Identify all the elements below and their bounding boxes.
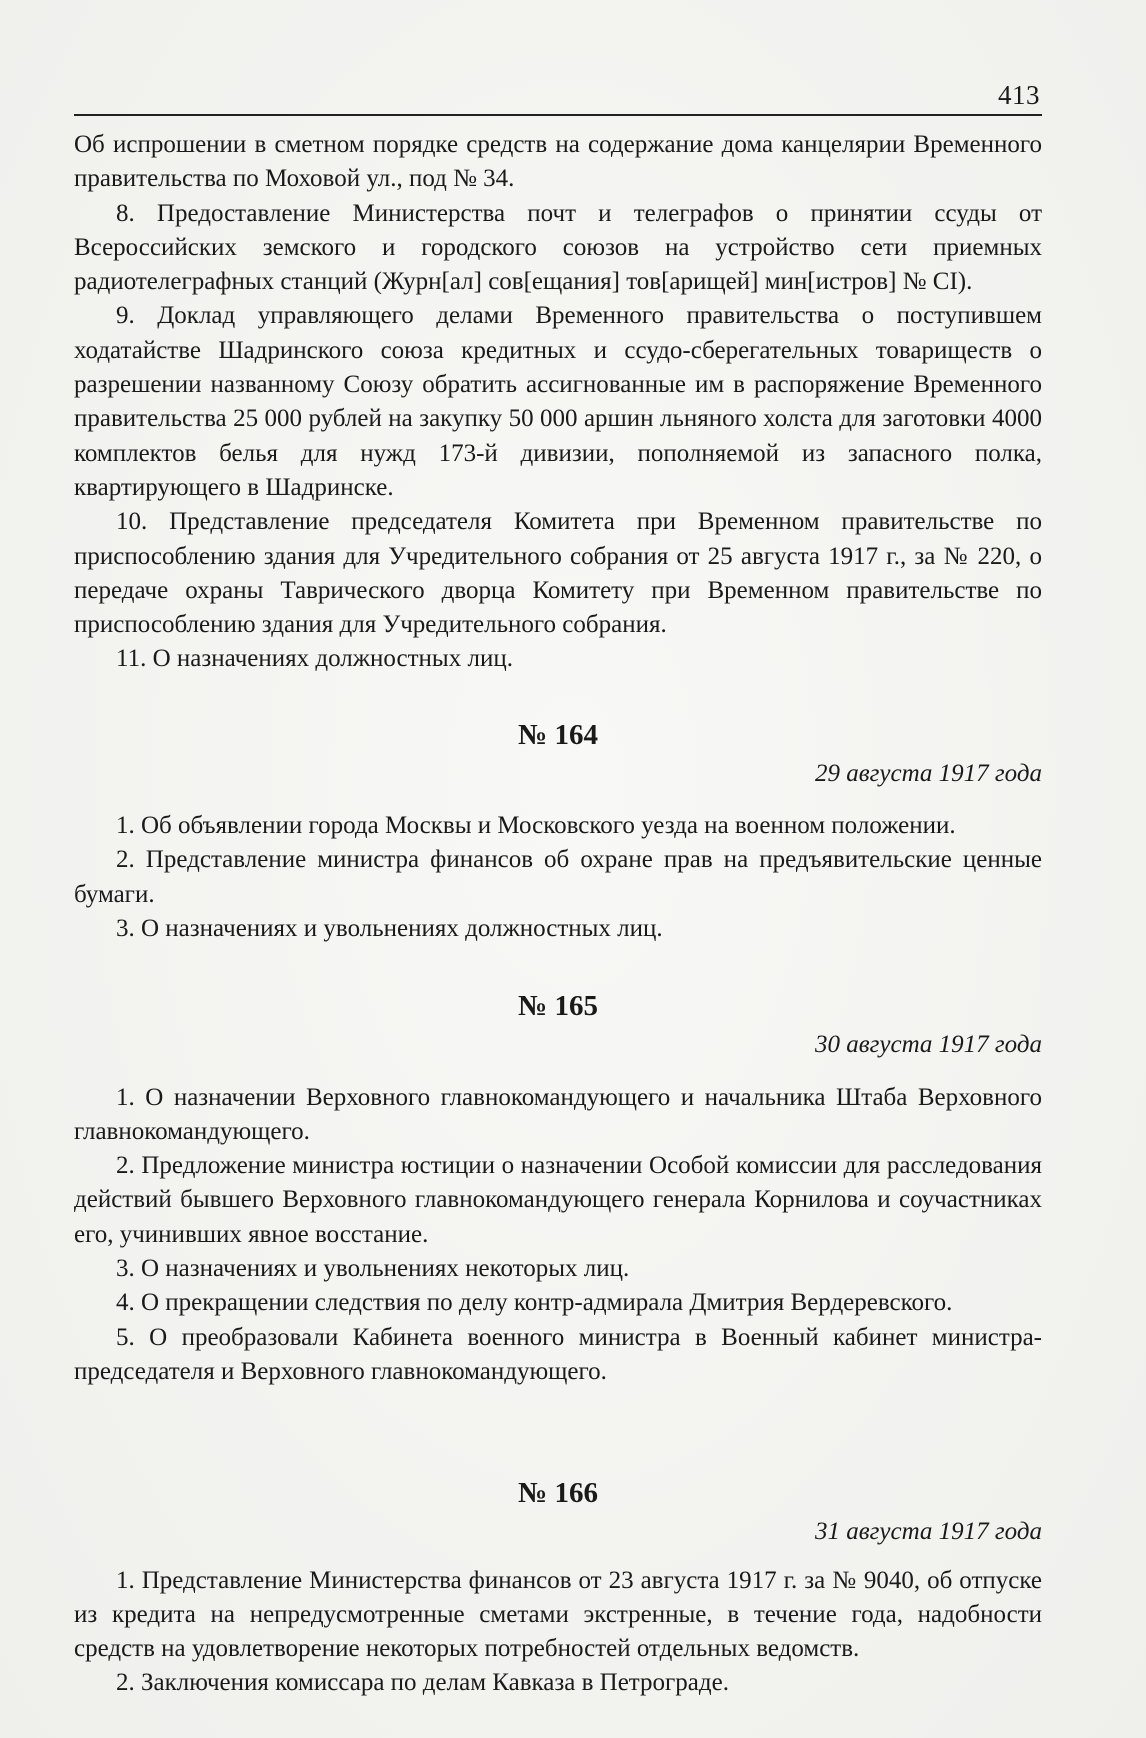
intro-item-11: 11. О назначениях должностных лиц. <box>116 645 513 673</box>
section-164-item-1: 1. Об объявлении города Москвы и Московского уезда на военном положении. <box>116 812 956 840</box>
section-165-item-3: 3. О назначениях и увольнениях некоторых лиц. <box>116 1255 630 1283</box>
intro-item-9: 9. Доклад управляющего делами Временного правительства о поступившем ходатайстве Шадринского союза кредитных и ссудо-сберегательных товариществ о разрешении названному Союзу обратить ассигнованные им в распоряжение Временного правительства 25 000 рублей на закупку 50 000 аршин льняного холста для заготовки 4000 комплектов белья для нужд 173-й дивизии, пополняемой из запасного полка, квартирующего в Шадринске. <box>74 302 1042 501</box>
section-166-item-2: 2. Заключения комиссара по делам Кавказа в Петрограде. <box>116 1669 729 1697</box>
section-165-item-2: 2. Предложение министра юстиции о назначении Особой комиссии для расследования действий бывшего Верховного главнокомандующего генерала Корнилова и соучастниках его, учинивших явное восстание. <box>74 1152 1042 1248</box>
section-164-item-2: 2. Представление министра финансов об охране прав на предъявительские ценные бумаги. <box>74 846 1042 908</box>
intro-item-8: 8. Предоставление Министерства почт и телеграфов о принятии ссуды от Всероссийских земского и городского союзов на устройство сети приемных радиотелеграфных станций (Журн[ал] сов[ещания] тов[арищей] мин[истров] № CI). <box>74 199 1042 296</box>
section-165-item-1: 1. О назначении Верховного главнокомандующего и начальника Штаба Верховного главнокомандующего. <box>74 1083 1042 1145</box>
section-166-number: № 166 <box>518 1477 598 1510</box>
section-165-number: № 165 <box>518 990 598 1023</box>
header-rule <box>74 114 1042 116</box>
section-164-item-3: 3. О назначениях и увольнениях должностных лиц. <box>116 914 663 942</box>
section-164-date: 29 августа 1917 года <box>815 759 1042 787</box>
section-165-item-5: 5. О преобразовали Кабинета военного министра в Военный кабинет министра-председателя и Верховного главнокомандующего. <box>74 1323 1042 1385</box>
page-content <box>74 128 1042 1701</box>
section-166-item-1: 1. Представление Министерства финансов от 23 августа 1917 г. за № 9040, об отпуске из кредита на непредусмотренные сметами экстренные, в течение года, надобности средств на удовлетворение некоторых потребностей отдельных ведомств. <box>74 1566 1042 1663</box>
intro-item-10: 10. Представление председателя Комитета при Временном правительстве по приспособлению здания для Учредительного собрания от 25 августа 1917 г., за № 220, о передаче охраны Таврического дворца Комитету при Временном правительстве по приспособлению здания для Учредительного собрания. <box>74 508 1042 639</box>
intro-paragraph: Об испрошении в сметном порядке средств на содержание дома канцелярии Временного правительства по Моховой ул., под № 34. <box>74 131 1042 193</box>
section-166-date: 31 августа 1917 года <box>815 1518 1042 1546</box>
section-165-date: 30 августа 1917 года <box>815 1031 1042 1059</box>
page-number: 413 <box>998 80 1040 110</box>
section-165-item-4: 4. О прекращении следствия по делу контр-адмирала Дмитрия Вердеревского. <box>116 1289 953 1317</box>
section-164-number: № 164 <box>518 718 598 751</box>
